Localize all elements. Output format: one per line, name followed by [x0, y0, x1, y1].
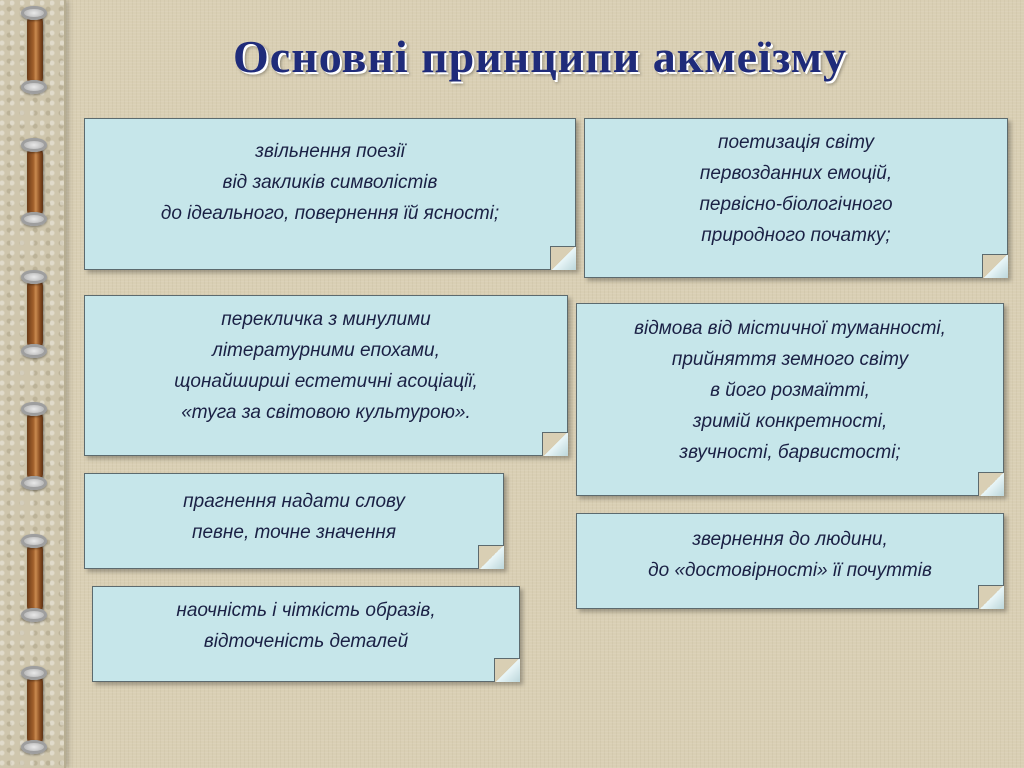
folded-corner-icon [982, 254, 1008, 278]
card-text-line: природного початку; [701, 225, 891, 246]
binder-ring-icon [27, 674, 43, 746]
card-text-line: «туга за світовою культурою». [181, 402, 471, 423]
principle-card-echo-of-epochs [84, 295, 568, 456]
folded-corner-icon [494, 658, 520, 682]
card-text-line: відмова від містичної туманності, [634, 318, 946, 339]
card-text-line: зримій конкретності, [692, 411, 888, 432]
binder-ring-icon [27, 410, 43, 482]
card-text-line: прагнення надати слову [183, 491, 405, 512]
binder-ring-icon [27, 278, 43, 350]
binder-ring-icon [27, 146, 43, 218]
principle-card-poeticization [584, 118, 1008, 278]
card-text-line: первісно-біологічного [699, 194, 893, 215]
card-text-line: щонайширші естетичні асоціації, [174, 371, 478, 392]
card-text-line: перекличка з минулими [221, 309, 431, 330]
card-text-line: від закликів символістів [222, 172, 438, 193]
binder-ring-icon [27, 14, 43, 86]
card-text-line: звернення до людини, [692, 529, 888, 550]
card-text-line: звучності, барвистості; [679, 442, 901, 463]
card-text-line: прийняття земного світу [671, 349, 909, 370]
folded-corner-icon [478, 545, 504, 569]
folded-corner-icon [978, 585, 1004, 609]
principle-card-precise-word [84, 473, 504, 569]
folded-corner-icon [550, 246, 576, 270]
card-text-line: до ідеального, повернення їй ясності; [160, 203, 500, 224]
principle-card-human-focus [576, 513, 1004, 609]
folded-corner-icon [978, 472, 1004, 496]
card-text-line: до «достовірності» її почуттів [648, 560, 932, 581]
card-text-line: первозданних емоцій, [699, 163, 893, 184]
principle-card-liberation [84, 118, 576, 270]
slide-title: Основні принципи акмеїзму [233, 31, 847, 82]
binder-strip [0, 0, 66, 768]
card-text-line: відточеність деталей [203, 631, 409, 652]
folded-corner-icon [542, 432, 568, 456]
card-text-line: наочність і чіткість образів, [176, 600, 436, 621]
principle-card-clarity-of-images [92, 586, 520, 682]
card-text-line: в його розмаїтті, [710, 380, 870, 401]
card-text-line: певне, точне значення [191, 522, 397, 543]
principle-card-earthly-world [576, 303, 1004, 496]
card-text-line: звільнення поезії [255, 141, 405, 162]
card-text-line: поетизація світу [717, 132, 875, 153]
binder-ring-icon [27, 542, 43, 614]
card-text-line: літературними епохами, [212, 340, 440, 361]
